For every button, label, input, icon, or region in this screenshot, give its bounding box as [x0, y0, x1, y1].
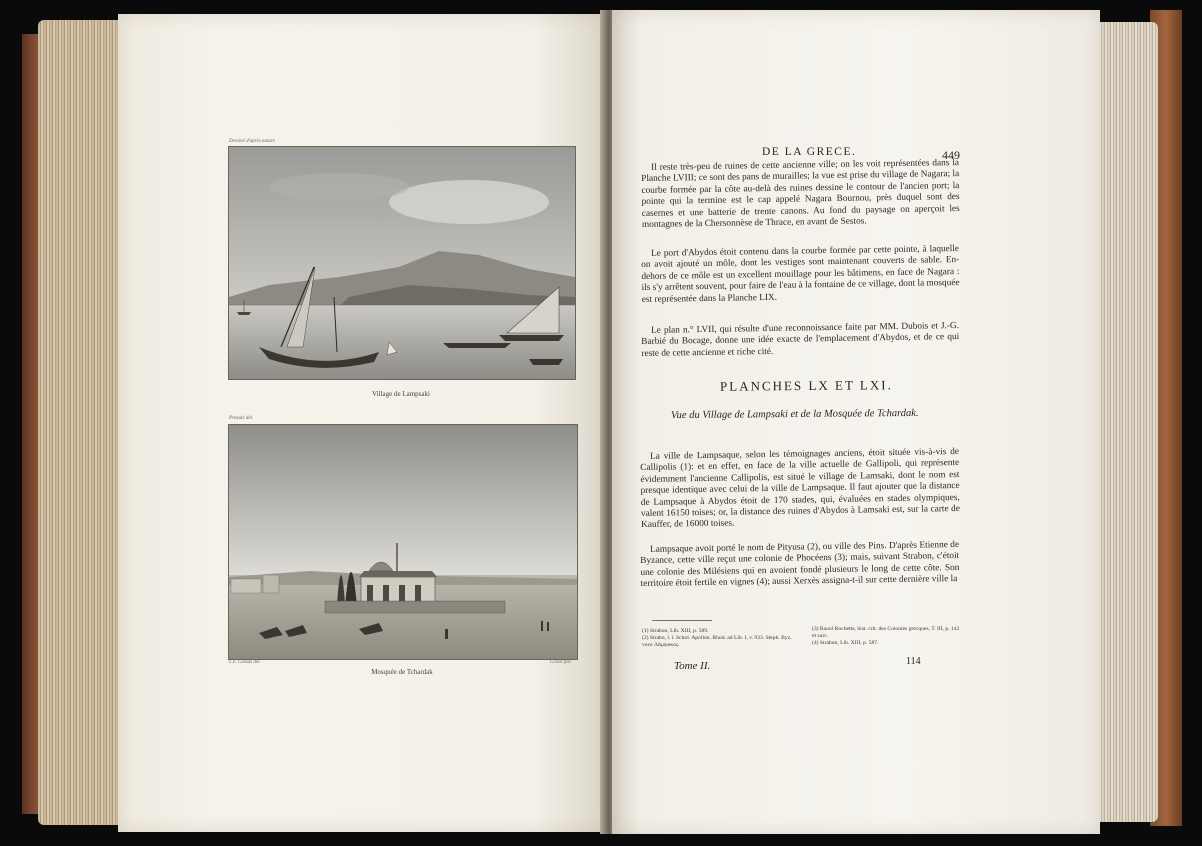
paragraph: Le plan n.° LVII, qui résulte d'une reconnoissance faite par MM. Dubois et J.-G. Barbié du Bocage, donne une idée exacte de l'emplacement d'Abydos, et de ce qui reste de cette ancienne et riche cité.	[641, 321, 960, 359]
footnotes-left	[642, 628, 802, 649]
section-title: PLANCHES LX ET LXI.	[719, 377, 893, 394]
footnote: (1) Strabon, Lib. XIII, p. 589.	[642, 628, 709, 634]
footnote: (4) Strabon, Lib. XIII, p. 587.	[812, 640, 879, 646]
page-edges-left	[38, 20, 124, 825]
right-page	[612, 10, 1100, 834]
plate-bottom-caption: Mosquée de Tchardak	[371, 668, 433, 676]
plate-mosque-tchardak	[228, 424, 578, 660]
plate-bottom-draftsman: L.F. Cassas del.	[229, 660, 261, 665]
paragraph: Le port d'Abydos étoit contenu dans la courbe formée par cette pointe, à laquelle on avoit ajouté un môle, dont les vestiges sont maintenant couverts de sable. En-dehors de ce môle est un excellent mouillage pour les bâtimens, en face de Nagara : ils s'y arrêtent souvent, pour faire de l'eau à la fontaine de ce village, dont la mosquée est représentée dans la Planche LIX.	[641, 244, 960, 305]
paragraph: Lampsaque avoit porté le nom de Pityusa (2), ou ville des Pins. D'après Etienne de Byzance, cette ville reçut une colonie de Phocéens (3); mais, suivant Strabon, c'étoit une colonie des Milésiens qui en avoient fondé plusieurs le long de cette côte. Son territoire étoit fertile en vignes (4); aussi Xerxès assigna-t-il sur cette dernière ville la	[640, 539, 960, 590]
footnote: (2) Strabo, l. l. Schol. Apollon. Rhod. ad Lib. I, v. 933. Steph. Byz. voce Λάμψακος.	[642, 635, 792, 648]
paragraph: La ville de Lampsaque, selon les témoignages anciens, étoit située vis-à-vis de Callipolis (1): et en effet, en face de la ville actuelle de Gallipoli, qui représente évidemment l'ancienne Callipolis, est situé le village de Lamsaki, dont le nom est presque identique avec celui de la ville de Lampsaque. Il faut ajouter que la distance de Lampsaque à Abydos étoit de 170 stades, qui, évaluées en stades olympiques, valent 16150 toises; or, la distance des ruines d'Abydos à Lamsaki est, sur la carte de Kauffer, de 16000 toises.	[640, 446, 961, 531]
section-subtitle: Vue du Village de Lampsaki et de la Mosquée de Tchardak.	[670, 407, 919, 422]
plate-bottom-credit: Preaulx del.	[229, 416, 254, 421]
plate-top-caption: Village de Lampsaki	[372, 390, 430, 398]
engraving-mosque-view	[229, 425, 577, 659]
paragraph: Il reste très-peu de ruines de cette ancienne ville; on les voit représentées dans la Planche LVIII; ce sont des pans de murailles; la vue est prise du village de Nagara; la courbe formée par la côte au-delà des ruines dessine le contour de l'ancien port; la pointe qui la termine est le cap appelé Nagara Bournou, près duquel sont des casernes et une batterie de trente canons. Au fond du paysage on aperçoit les montagnes de la Chersonnèse de Thrace, en avant de Sestos.	[641, 158, 960, 231]
footnote: (3) Raoul Rochette, hist. crit. des Colonies grecques, T. III, p. 142 et suiv.	[812, 626, 960, 639]
plate-village-lampsaki	[228, 146, 576, 380]
plate-bottom-engraver: Gravé par	[550, 660, 571, 665]
page-edges-right	[1096, 22, 1158, 822]
footnotes-right	[812, 626, 960, 647]
volume-signature: Tome II.	[674, 660, 711, 672]
signature-number: 114	[906, 656, 921, 667]
footnote-separator	[652, 620, 712, 621]
running-head: DE LA GRECE.	[762, 146, 857, 158]
engraving-harbor-view	[229, 147, 575, 379]
plate-top-credit: Dessiné d'après nature	[229, 139, 275, 144]
left-page	[118, 14, 606, 832]
page-number: 449	[942, 148, 960, 162]
